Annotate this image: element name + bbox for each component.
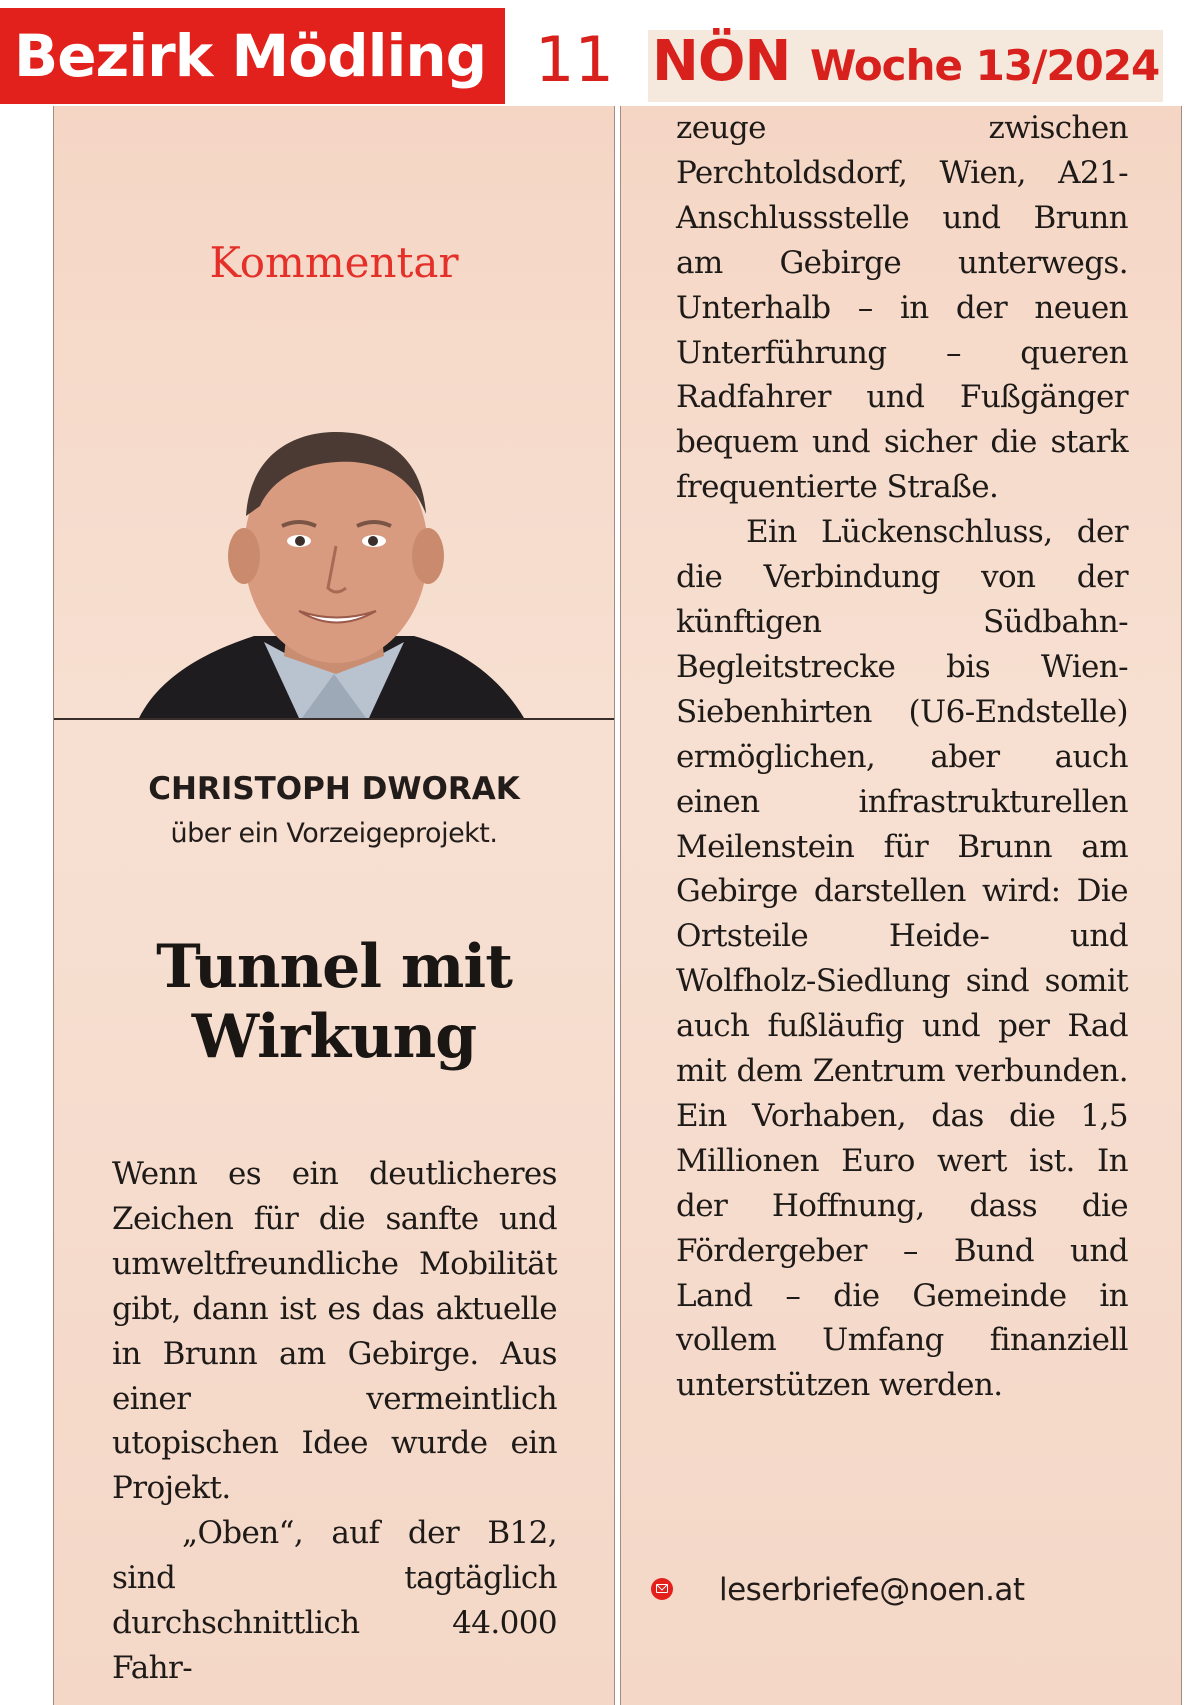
article-kicker: Kommentar [209, 238, 459, 287]
article-body-right [676, 106, 1128, 1408]
author-name: CHRISTOPH DWORAK [148, 771, 520, 807]
brand-logo: NÖN [652, 29, 791, 94]
mail-icon [651, 1578, 673, 1600]
contact-email[interactable]: leserbriefe@noen.at [719, 1572, 1025, 1608]
left-column [53, 106, 615, 1705]
paragraph: „Oben“, auf der B12, sind tagtäglich durchschnittlich 44.000 Fahr- [112, 1515, 557, 1686]
page-header [0, 0, 1200, 104]
paragraph: zeuge zwischen Perchtoldsdorf, Wien, A21-Anschlussstelle und Brunn am Gebirge unterwegs. Unterhalb – in der neuen Unterführung – queren Radfahrer und Fußgänger bequem und sicher die stark frequentierte Straße. [676, 110, 1128, 506]
paragraph: Ein Lückenschluss, der die Verbindung von der künftigen Südbahn-Begleitstrecke bis Wien-Siebenhirten (U6-Endstelle) ermöglichen, aber auch einen infrastrukturellen Meilenstein für Brunn am Gebirge darstellen wird: Die Ortsteile Heide- und Wolfholz-Siedlung sind somit auch fußläufig und per Rad mit dem Zentrum verbunden. Ein Vorhaben, das die 1,5 Millionen Euro wert ist. In der Hoffnung, dass die Fördergeber – Bund und Land – die Gemeinde in vollem Umfang finanziell unterstützen werden. [676, 514, 1128, 1404]
right-column [620, 106, 1182, 1705]
headline-line-1: Tunnel mit [156, 932, 512, 1002]
issue-label: Woche 13/2024 [810, 41, 1160, 90]
section-title: Bezirk Mödling [0, 8, 505, 104]
paragraph: Wenn es ein deutlicheres Zeichen für die sanfte und umweltfreundliche Mobilität gibt, dann ist es das aktuelle in Brunn am Gebirge. Aus einer vermeintlich utopischen Idee wurde ein Projekt. [112, 1156, 557, 1507]
author-portrait [54, 406, 614, 718]
page-number: 11 [535, 23, 614, 96]
author-photo [54, 406, 614, 720]
author-subtitle: über ein Vorzeigeprojekt. [170, 818, 498, 849]
article-body-left [112, 1152, 557, 1691]
article-headline [54, 932, 614, 1072]
headline-line-2: Wirkung [191, 1002, 477, 1072]
contact-line[interactable] [621, 1568, 1183, 1618]
